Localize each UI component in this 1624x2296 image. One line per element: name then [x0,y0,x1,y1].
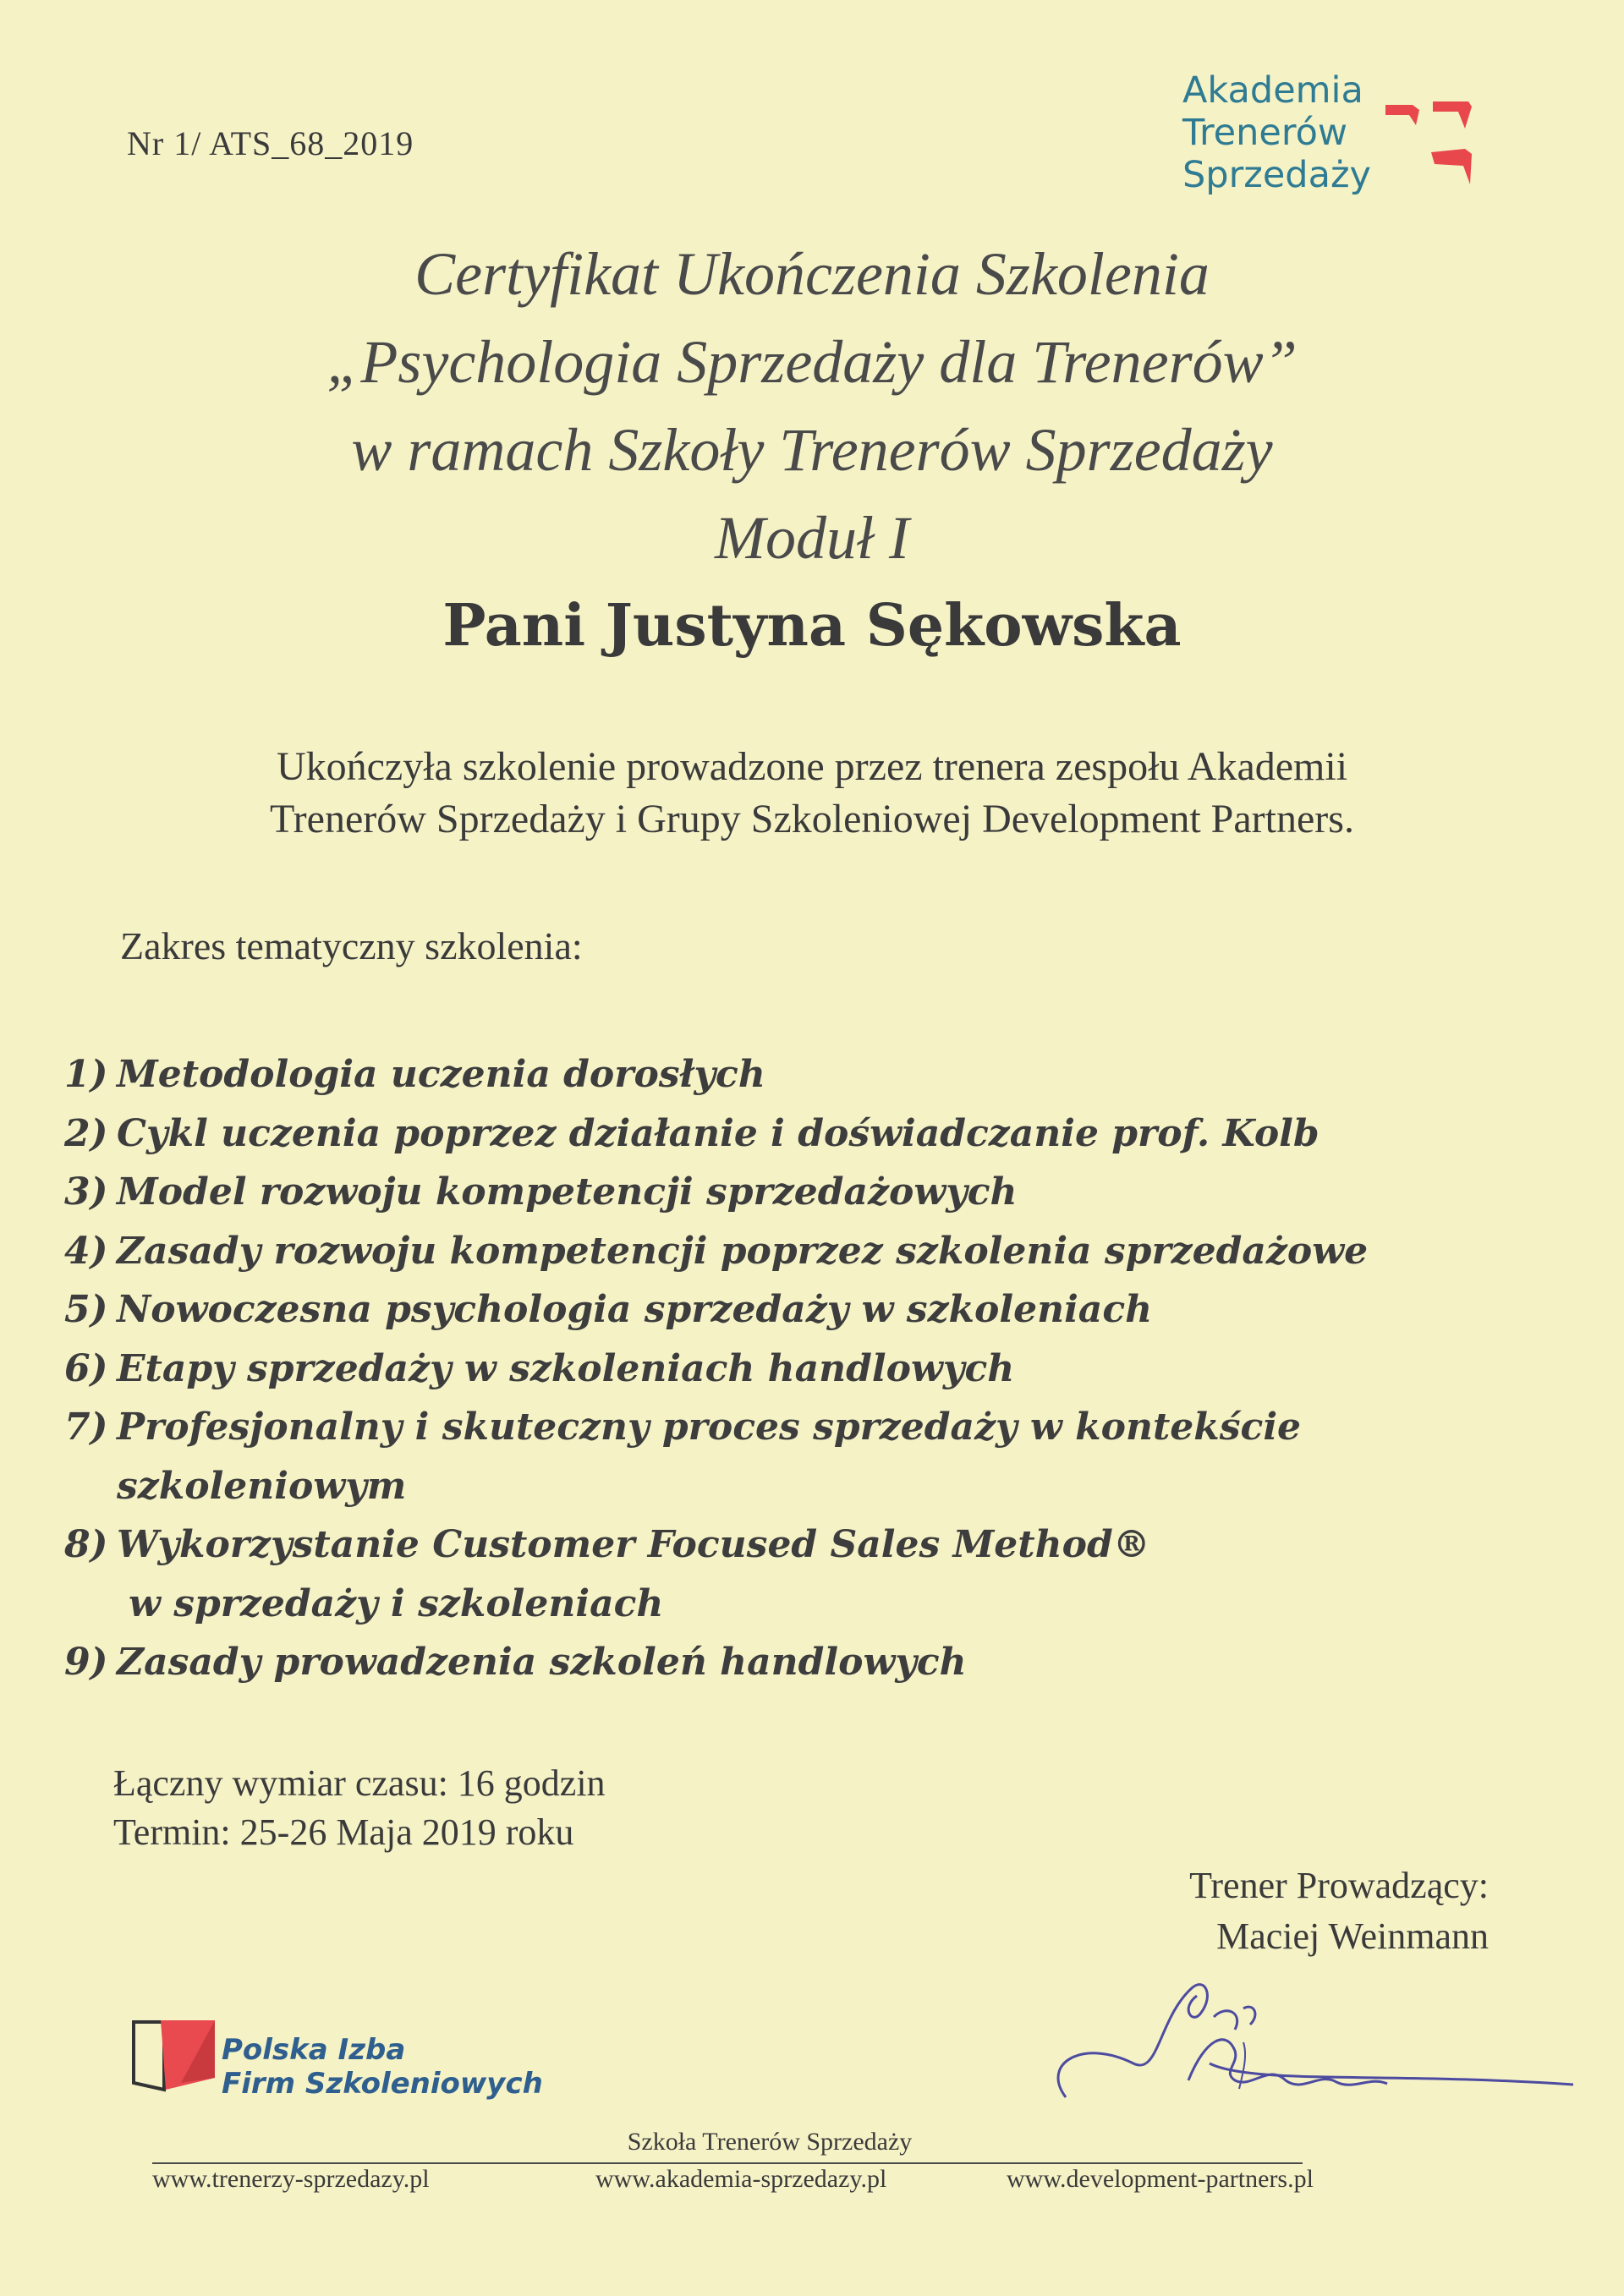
topic-number: 9) [64,1641,108,1684]
academy-logo-text [1182,69,1402,196]
title-line-2: „Psychologia Sprzedaży dla Trenerów” [326,328,1298,396]
topic-number: 2) [64,1111,108,1155]
certificate-title [135,230,1489,582]
topic-number: 6) [64,1346,108,1390]
course-details [113,1759,606,1857]
handwritten-signature [1032,1937,1573,2131]
completion-statement [135,741,1489,846]
completion-line-2: Trenerów Sprzedaży i Grupy Szkoleniowej Development Partners. [270,797,1354,841]
completion-line-1: Ukończyła szkolenie prowadzone przez trenera zespołu Akademii [276,744,1348,789]
topic-text: Cykl uczenia poprzez działanie i doświadczanie prof. Kolb [117,1111,1320,1155]
title-line-4: Moduł I [715,504,909,572]
topic-text: Nowoczesna psychologia sprzedaży w szkoleniach [117,1288,1153,1331]
topic-item [64,1163,1384,1222]
trainer-name: Maciej Weinmann [1216,1915,1489,1957]
pifs-logo-text [222,2033,543,2101]
topic-text-continuation: w sprzedaży i szkoleniach [129,1581,664,1625]
topic-item [64,1045,1384,1104]
topic-text: Wykorzystanie Customer Focused Sales Method® [117,1523,1150,1566]
footer-link-trenerzy[interactable]: www.trenerzy-sprzedazy.pl [152,2165,430,2193]
topic-text: Zasady prowadzenia szkoleń handlowych [117,1641,967,1684]
topic-text-continuation: szkoleniowym [117,1464,407,1508]
footer-link-development-partners[interactable]: www.development-partners.pl [1007,2165,1314,2193]
course-term: Termin: 25-26 Maja 2019 roku [113,1811,574,1853]
topic-item [64,1104,1384,1164]
certificate-number: Nr 1/ ATS_68_2019 [127,124,414,162]
topic-item [64,1340,1384,1399]
title-line-3: w ramach Szkoły Trenerów Sprzedaży [351,416,1273,484]
pifs-logo-icon [127,2017,220,2101]
footer-link-akademia[interactable]: www.akademia-sprzedazy.pl [595,2165,887,2193]
topic-text: Etapy sprzedaży w szkoleniach handlowych [117,1346,1015,1390]
academy-logo-line-2: Trenerów [1182,112,1348,154]
topic-text: Model rozwoju kompetencji sprzedażowych [117,1170,1018,1214]
title-line-1: Certyfikat Ukończenia Szkolenia [414,240,1210,308]
academy-logo-line-1: Akademia [1182,69,1363,112]
topic-item [64,1280,1384,1340]
topic-number: 1) [64,1053,108,1096]
school-name: Szkoła Trenerów Sprzedaży [627,2128,913,2156]
topic-item [64,1633,1384,1692]
topic-text: Zasady rozwoju kompetencji poprzez szkolenia sprzedażowe [117,1229,1369,1273]
topic-number: 8) [64,1523,108,1566]
academy-logo-line-3: Sprzedaży [1182,154,1371,196]
topic-item [64,1515,1384,1633]
total-duration: Łączny wymiar czasu: 16 godzin [113,1762,606,1804]
academy-logo-mark-icon [1384,98,1477,191]
topic-item [64,1222,1384,1281]
topic-number: 4) [64,1229,108,1273]
topic-number: 7) [64,1406,108,1449]
recipient-name: Pani Justyna Sękowska [442,592,1182,660]
footer-divider [152,2162,1303,2164]
scope-label: Zakres tematyczny szkolenia: [120,924,583,967]
topic-text: Metodologia uczenia dorosłych [117,1053,765,1096]
trainer-label: Trener Prowadzący: [1189,1865,1489,1906]
topic-number: 5) [64,1288,108,1331]
pifs-logo-line-2: Firm Szkoleniowych [222,2067,543,2101]
pifs-logo-line-1: Polska Izba [222,2033,406,2067]
topic-number: 3) [64,1170,108,1214]
topics-list [64,1045,1384,1692]
topic-item [64,1398,1384,1515]
topic-text: Profesjonalny i skuteczny proces sprzedaży w kontekście [117,1406,1302,1449]
